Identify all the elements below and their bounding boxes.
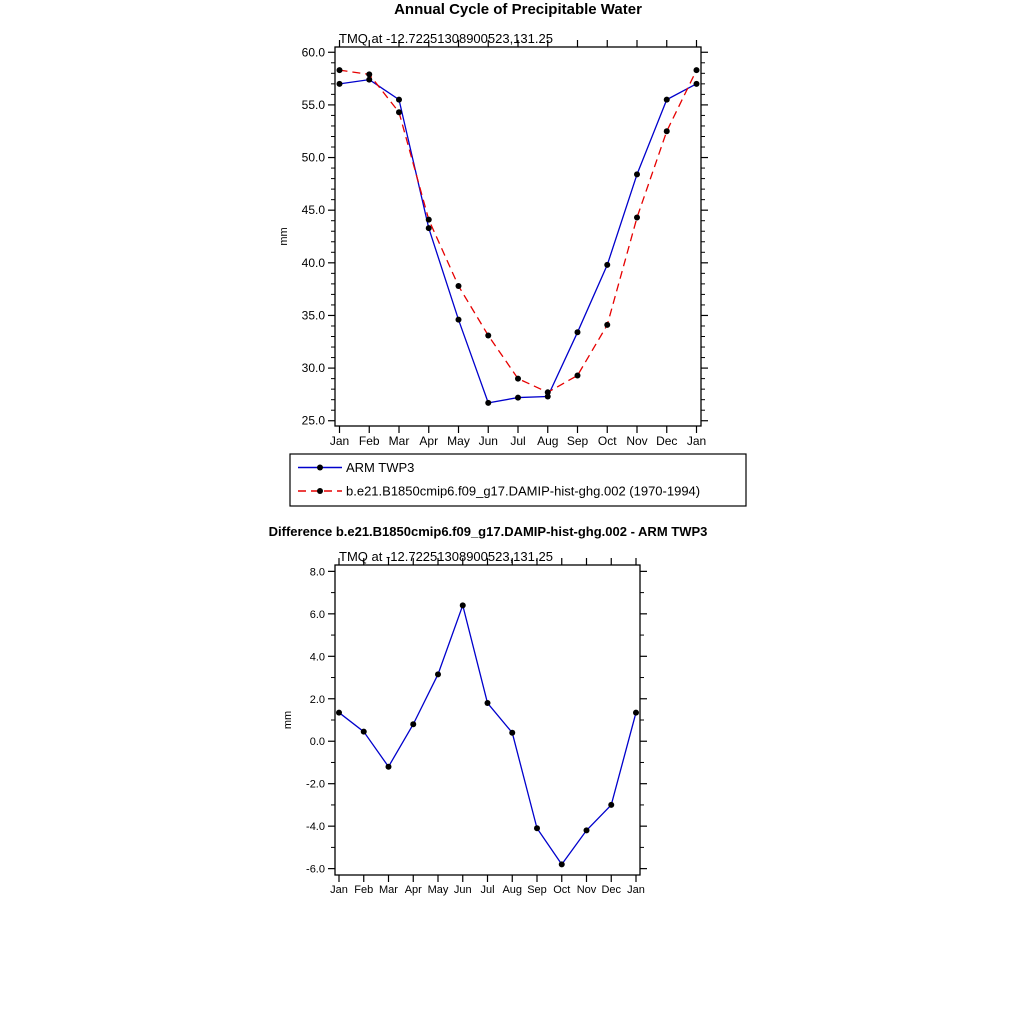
- x-tick-label: Sep: [566, 434, 589, 448]
- plot-frame: [335, 565, 640, 875]
- data-point-marker: [361, 729, 367, 735]
- data-point-marker: [664, 128, 670, 134]
- data-point-marker: [634, 215, 640, 221]
- x-tick-label: Jan: [329, 434, 350, 448]
- series-line-0: [339, 605, 636, 864]
- y-tick-label: -4.0: [306, 821, 325, 834]
- data-point-marker: [694, 67, 700, 73]
- y-tick-label: 2.0: [309, 693, 325, 706]
- x-tick-label: May: [447, 434, 470, 448]
- legend-label: ARM TWP3: [346, 460, 415, 475]
- data-point-marker: [336, 710, 342, 716]
- data-point-marker: [435, 671, 441, 677]
- data-point-marker: [485, 332, 491, 338]
- y-tick-label: -2.0: [306, 778, 325, 791]
- y-axis-title: mm: [278, 227, 290, 246]
- data-point-marker: [386, 764, 392, 770]
- x-tick-label: Nov: [576, 884, 597, 896]
- data-point-marker: [664, 97, 670, 103]
- data-point-marker: [634, 171, 640, 177]
- data-point-marker: [396, 109, 402, 115]
- x-tick-label: Jan: [627, 884, 645, 896]
- x-tick-label: Feb: [354, 884, 374, 896]
- x-tick-label: Jul: [480, 884, 495, 896]
- y-tick-label: 55.0: [301, 97, 325, 112]
- x-tick-label: Dec: [656, 434, 678, 448]
- data-point-marker: [456, 283, 462, 289]
- data-point-marker: [534, 825, 540, 831]
- y-tick-label: 8.0: [309, 566, 325, 579]
- x-tick-label: Dec: [601, 884, 622, 896]
- x-tick-label: May: [427, 884, 449, 896]
- data-point-marker: [396, 97, 402, 103]
- x-tick-label: Mar: [379, 884, 398, 896]
- data-point-marker: [545, 389, 551, 395]
- plot-frame: [335, 47, 701, 426]
- x-tick-label: Apr: [419, 434, 439, 448]
- y-axis-title: mm: [282, 710, 294, 730]
- data-point-marker: [575, 372, 581, 378]
- x-tick-label: Oct: [553, 884, 571, 896]
- y-tick-label: 45.0: [301, 203, 325, 218]
- y-tick-label: -6.0: [306, 863, 325, 876]
- data-point-marker: [694, 81, 700, 87]
- data-point-marker: [337, 67, 343, 73]
- data-point-marker: [515, 376, 521, 382]
- chart2-title: Difference b.e21.B1850cmip6.f09_g17.DAMIP-hist-ghg.002 - ARM TWP3: [268, 524, 708, 539]
- legend-marker: [317, 465, 323, 471]
- data-point-marker: [485, 700, 491, 706]
- x-tick-label: Jun: [478, 434, 498, 448]
- data-point-marker: [337, 81, 343, 87]
- data-point-marker: [426, 217, 432, 223]
- data-point-marker: [410, 721, 416, 727]
- y-tick-label: 60.0: [301, 45, 325, 60]
- data-point-marker: [633, 710, 639, 716]
- x-tick-label: Apr: [404, 884, 422, 896]
- x-tick-label: Feb: [358, 434, 380, 448]
- data-point-marker: [604, 262, 610, 268]
- y-tick-label: 6.0: [309, 608, 325, 621]
- data-point-marker: [460, 602, 466, 608]
- y-tick-label: 30.0: [301, 361, 325, 376]
- data-point-marker: [559, 861, 565, 867]
- chart1-title: Annual Cycle of Precipitable Water: [394, 1, 642, 18]
- x-tick-label: Oct: [597, 434, 617, 448]
- x-tick-label: Jun: [453, 884, 472, 896]
- y-tick-label: 0.0: [309, 736, 325, 749]
- data-point-marker: [509, 730, 515, 736]
- data-point-marker: [584, 827, 590, 833]
- x-tick-label: Sep: [527, 884, 547, 896]
- x-tick-label: Mar: [388, 434, 410, 448]
- x-tick-label: Jan: [686, 434, 707, 448]
- y-tick-label: 25.0: [301, 413, 325, 428]
- data-point-marker: [456, 317, 462, 323]
- data-point-marker: [515, 395, 521, 401]
- x-tick-label: Nov: [626, 434, 648, 448]
- x-tick-label: Aug: [537, 434, 559, 448]
- y-tick-label: 40.0: [301, 255, 325, 270]
- x-tick-label: Jul: [510, 434, 526, 448]
- y-tick-label: 4.0: [309, 651, 325, 664]
- data-point-marker: [366, 71, 372, 77]
- data-point-marker: [575, 329, 581, 335]
- series-line-0: [340, 80, 697, 403]
- data-point-marker: [608, 802, 614, 808]
- data-point-marker: [485, 400, 491, 406]
- y-tick-label: 35.0: [301, 308, 325, 323]
- data-point-marker: [604, 322, 610, 328]
- x-tick-label: Jan: [330, 884, 348, 896]
- legend-marker: [317, 488, 323, 494]
- series-line-1: [340, 70, 697, 392]
- data-point-marker: [426, 225, 432, 231]
- y-tick-label: 50.0: [301, 150, 325, 165]
- x-tick-label: Aug: [502, 884, 523, 896]
- chart2-subtitle: TMQ at -12.72251308900523,131.25: [339, 549, 553, 564]
- chart1-subtitle: TMQ at -12.72251308900523,131.25: [339, 31, 553, 46]
- legend-label: b.e21.B1850cmip6.f09_g17.DAMIP-hist-ghg.002 (1970-1994): [346, 483, 701, 499]
